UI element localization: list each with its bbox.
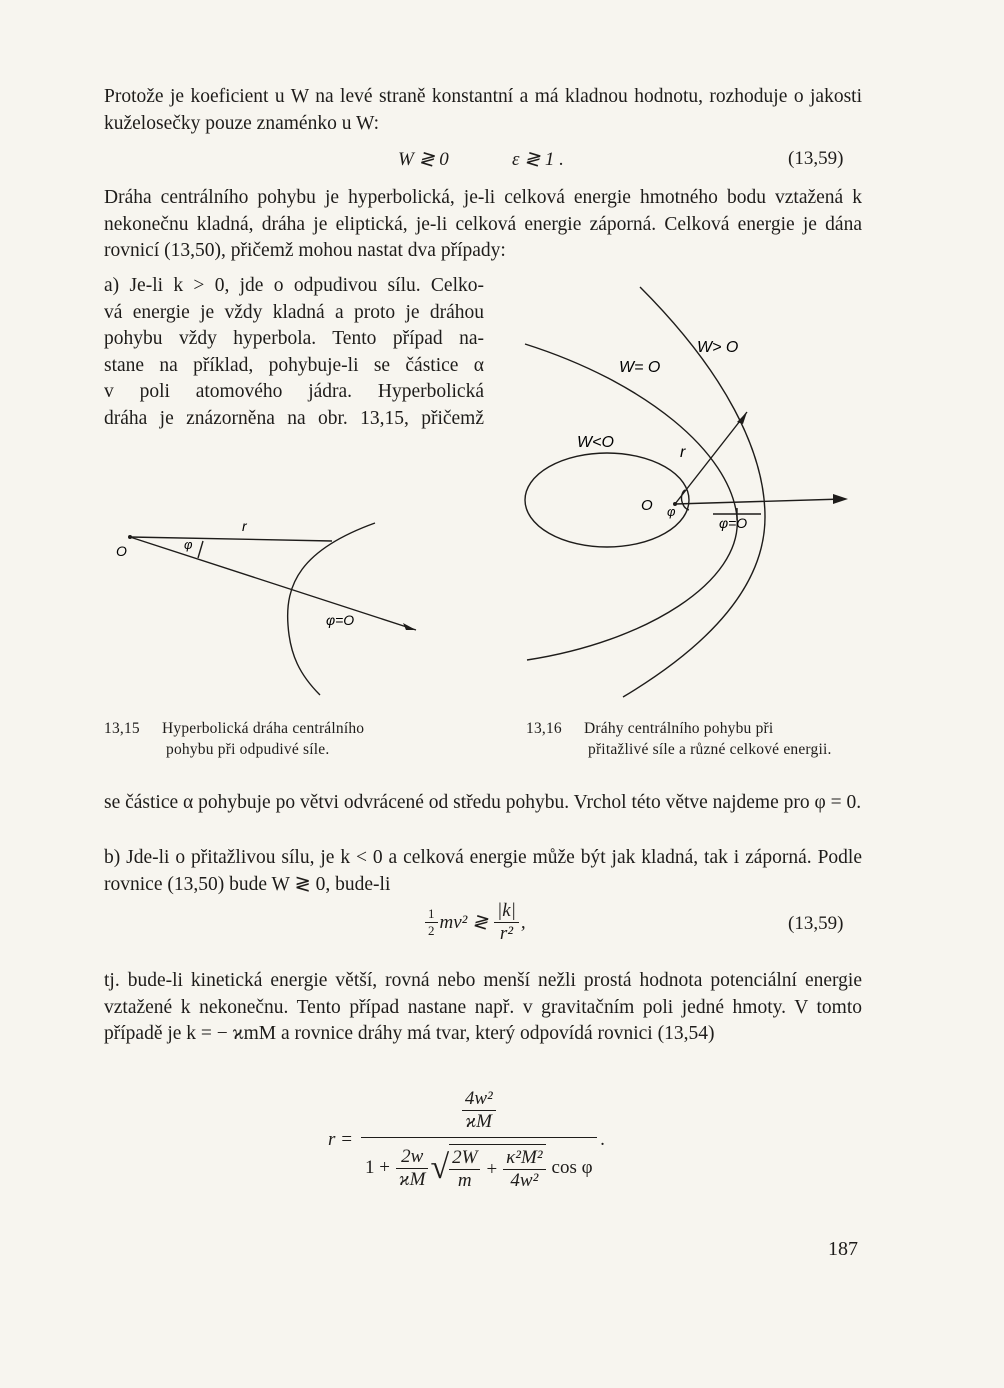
equation-kinetic [425,900,526,945]
ellipse-w-negative [525,453,689,547]
r-equals: r = [328,1129,353,1150]
label-w-positive: W> O [697,339,739,356]
fraction-numerator: κ²M² [503,1147,545,1170]
radius-vector [675,412,747,504]
kinetic-lhs: mv² ≷ [439,912,489,933]
fraction-kappa [503,1147,545,1192]
case-a-line: a) Je-li k > 0, jde o odpudivou sílu. Celko- [104,275,484,296]
fraction-half [425,906,438,939]
phi-zero-label: φ=O [326,612,355,628]
plus-sign: + [486,1158,498,1180]
fraction-numerator: 1 [425,906,438,923]
equation-number: (13,59) [788,913,844,934]
angle-label: φ [667,504,676,519]
cos-phi: cos φ [551,1157,593,1178]
main-fraction [361,1088,597,1192]
case-a-line: vá energie je vždy kladná a proto je dráhou [104,301,484,323]
axis-arrowhead [833,494,848,504]
case-a-line: dráha je znázorněna na obr. 13,15, přičemž [104,407,484,429]
fraction-numerator: 2w [396,1146,429,1169]
case-a-line: v poli atomového jádra. Hyperbolická [104,381,484,402]
one-plus: 1 + [364,1157,390,1178]
equation-epsilon: ε ≷ 1 . [512,149,564,170]
label-w-negative: W<O [577,434,614,451]
paragraph-trajectory: Dráha centrálního pohybu je hyperbolická, je-li celková energie hmotného bodu vztažená k nekonečnu kladná, dráha je eliptická, je-li celková energie záporná. Celková energie je dána rovnicí (13,50), přičemž mohou nastat dva případy: [104,187,862,261]
equation-w-sign: W ≷ 0 [398,149,449,170]
fraction-denominator: 2 [428,923,435,938]
angle-arc [198,541,203,558]
sqrt-content [449,1144,545,1192]
caption-number: 13,15 [104,720,140,737]
axis-arrowhead [403,623,416,630]
caption-line: Hyperbolická dráha centrálního [162,720,365,737]
origin-label: O [116,543,127,559]
hyperbola-w-positive [623,287,765,697]
center-point [128,535,132,539]
fraction-denominator: ϰM [465,1111,493,1132]
axis-phi-zero [675,499,843,504]
origin-label: O [641,497,653,514]
fraction-denominator: m [457,1170,472,1191]
label-w-zero: W= O [619,359,661,376]
paragraph-intro: Protože je koeficient u W na levé straně konstantní a má kladnou hodnotu, rozhoduje o jakosti kuželosečky pouze znaménko u W: [104,86,862,134]
fraction-energy [449,1147,480,1192]
equation-period: . [600,1129,606,1150]
fraction-coefficient [396,1146,429,1191]
figure-hyperbolic-orbit [100,505,440,705]
caption-fig-13-15 [104,718,364,760]
phi-zero-label: φ=O [719,515,748,531]
fraction-numerator: 4w² [462,1088,496,1111]
sqrt-sign: √ [430,1149,450,1186]
radius-label: r [242,518,247,534]
equation-comma: , [520,911,526,933]
fraction-k-over-r2 [494,900,519,945]
main-numerator [361,1088,597,1138]
main-denominator [361,1138,597,1192]
axis-phi-zero [130,537,416,630]
case-a-line: pohybu vždy hyperbola. Tento případ na- [104,328,484,349]
fraction-denominator: r² [499,923,514,944]
page-number: 187 [828,1238,858,1260]
fraction-denominator: 4w² [510,1170,539,1191]
fraction-top [462,1088,496,1133]
paragraph-gravitation: tj. bude-li kinetická energie větší, rovná nebo menší nežli prostá hodnota potenciální energie vztažené k nekonečnu. Tento případ nastane např. v gravitačním poli jedné hmoty. V tomto případě je k = − ϰmM a rovnice dráhy má tvar, který odpovídá rovnici (13,54) [104,970,862,1044]
fraction-numerator: |k| [494,900,519,923]
caption-fig-13-16 [526,718,832,760]
hyperbola-branch [288,523,375,695]
paragraph-case-b: b) Jde-li o přitažlivou sílu, je k < 0 a celková energie může být jak kladná, tak i záporná. Podle rovnice (13,50) bude W ≷ 0, bude-li [104,847,862,895]
caption-number: 13,16 [526,720,562,737]
radius-label: r [680,444,686,461]
fraction-denominator: ϰM [398,1168,426,1190]
radius-vector [130,537,332,541]
paragraph-branch: se částice α pohybuje po větvi odvrácené od středu pohybu. Vrchol této větve najdeme pro φ = 0. [104,792,862,813]
angle-label: φ [184,537,193,552]
paragraph-case-a [104,273,484,432]
figure-orbits-energy [515,282,865,702]
caption-line: přitažlivé síle a různé celkové energii. [588,741,832,758]
caption-line: pohybu při odpudivé síle. [166,741,330,758]
case-a-line: stane na příklad, pohybuje-li se částice α [104,354,484,376]
equation-orbit [328,1088,605,1192]
parabola-w-zero [525,344,737,660]
caption-line: Dráhy centrálního pohybu při [584,720,774,737]
fraction-numerator: 2W [449,1147,480,1170]
equation-number: (13,59) [788,148,844,169]
